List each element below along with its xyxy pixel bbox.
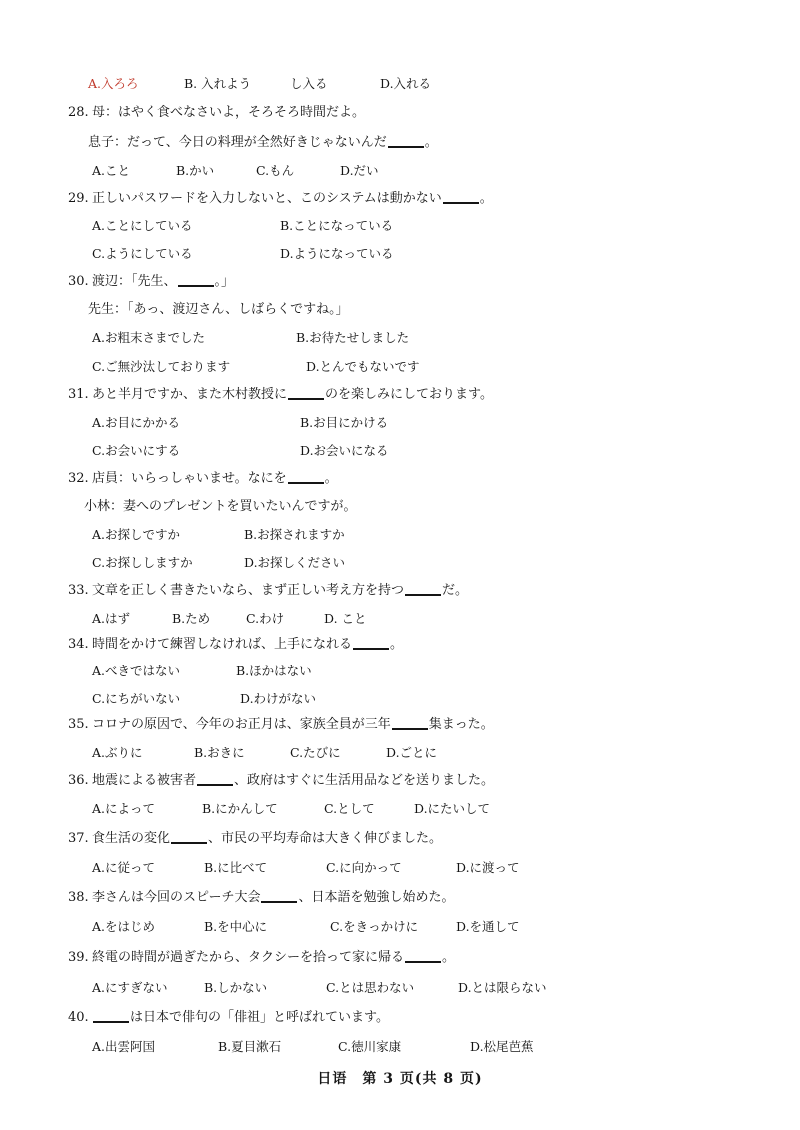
q27-options — [0, 72, 800, 96]
option-d: D.入れる — [380, 76, 432, 91]
question-40 — [0, 1006, 800, 1030]
question-33 — [0, 579, 800, 603]
question-28 — [0, 101, 800, 125]
option-c: C.わけ — [246, 611, 285, 626]
option-b: B.ほかはない — [236, 663, 312, 678]
question-text: 渡辺：「先生、 。」 — [92, 274, 235, 289]
question-text: 正しいパスワードを入力しないと、このシステムは動かない 。 — [92, 191, 493, 206]
option-d: D.お探しください — [244, 555, 346, 570]
option-a: A.出雲阿国 — [92, 1039, 156, 1054]
option-b: B.お目にかける — [300, 415, 389, 430]
option-b: B.ことになっている — [280, 218, 394, 233]
option-b: B.かい — [176, 163, 215, 178]
option-b: B.にかんして — [202, 801, 278, 816]
option-c: し入る — [290, 76, 328, 91]
answer-blank[interactable] — [388, 146, 424, 148]
option-a: A.にすぎない — [92, 980, 168, 995]
question-text: 終電の時間が過ぎたから、タクシーを拾って家に帰る 。 — [92, 950, 456, 965]
option-a: A.はず — [92, 611, 131, 626]
option-c: C.たびに — [290, 745, 341, 760]
question-text: 文章を正しく書きたいなら、まず正しい考え方を持つ だ。 — [92, 583, 469, 598]
option-d: D.わけがない — [240, 691, 317, 706]
option-c: C.お探ししますか — [92, 555, 193, 570]
question-text: は日本で俳句の「俳祖」と呼ばれています。 — [92, 1006, 389, 1030]
question-39 — [0, 946, 800, 970]
question-30 — [0, 270, 800, 294]
q37-options — [0, 856, 800, 880]
question-31 — [0, 383, 800, 407]
q29-options-row1 — [0, 214, 800, 238]
option-c: C.ご無沙汰しております — [92, 359, 231, 374]
option-b: B.しかない — [204, 980, 268, 995]
question-38 — [0, 886, 800, 910]
answer-blank[interactable] — [93, 1021, 129, 1023]
question-number: 33. — [68, 583, 89, 598]
option-a: A.お目にかかる — [92, 415, 181, 430]
option-d: D.とは限らない — [458, 980, 547, 995]
option-d: D.とんでもないです — [306, 359, 420, 374]
q31-options-row1 — [0, 411, 800, 435]
option-d: D.を通して — [456, 919, 520, 934]
question-number: 36. — [68, 773, 89, 788]
option-b: B.おきに — [194, 745, 245, 760]
question-text: コロナの原因で、今年のお正月は、家族全員が三年 集まった。 — [92, 717, 494, 732]
question-32-line2 — [0, 495, 800, 519]
option-b: B.お探されますか — [244, 527, 345, 542]
q31-options-row2 — [0, 439, 800, 463]
question-text: 小林：妻へのプレゼントを買いたいんですが。 — [84, 499, 357, 514]
question-35 — [0, 713, 800, 737]
option-b: B.夏目漱石 — [218, 1039, 282, 1054]
answer-blank[interactable] — [171, 842, 207, 844]
question-text: 息子：だって、今日の料理が全然好きじゃないんだ 。 — [88, 135, 438, 150]
option-d: D.にたいして — [414, 801, 491, 816]
option-d: D.ごとに — [386, 745, 438, 760]
option-c: C.ようにしている — [92, 246, 193, 261]
answer-blank[interactable] — [261, 901, 297, 903]
option-a: A.入ろろ — [88, 76, 139, 91]
option-d: D.ようになっている — [280, 246, 394, 261]
question-text: 地震による被害者 、政府はすぐに生活用品などを送りました。 — [92, 773, 495, 788]
option-b: B.お待たせしました — [296, 330, 410, 345]
q39-options — [0, 976, 800, 1000]
question-number: 32. — [68, 471, 89, 486]
question-text: 母：はやく食べなさいよ，そろそろ時間だよ。 — [92, 105, 366, 120]
option-c: C.とは思わない — [326, 980, 415, 995]
q32-options-row1 — [0, 523, 800, 547]
question-text: 時間をかけて練習しなければ、上手になれる 。 — [92, 637, 404, 652]
answer-blank[interactable] — [392, 728, 428, 730]
option-b: B.を中心に — [204, 919, 268, 934]
option-d: D.に渡って — [456, 860, 520, 875]
option-c: C.をきっかけに — [330, 919, 419, 934]
question-37 — [0, 827, 800, 851]
question-text: 先生：「あっ、渡辺さん、しばらくですね。」 — [88, 302, 349, 317]
q30-options-row2 — [0, 355, 800, 379]
question-number: 34. — [68, 637, 89, 652]
question-29 — [0, 187, 800, 211]
q28-options — [0, 159, 800, 183]
q30-options-row1 — [0, 326, 800, 350]
question-number: 37. — [68, 831, 89, 846]
option-b: B. 入れよう — [184, 76, 252, 91]
option-a: A.こと — [92, 163, 131, 178]
q35-options — [0, 741, 800, 765]
answer-blank[interactable] — [405, 961, 441, 963]
option-b: B.ため — [172, 611, 211, 626]
question-number: 35. — [68, 717, 89, 732]
answer-blank[interactable] — [288, 398, 324, 400]
option-d: D.お会いになる — [300, 443, 389, 458]
question-34 — [0, 633, 800, 657]
answer-blank[interactable] — [178, 285, 214, 287]
option-b: B.に比べて — [204, 860, 268, 875]
question-number: 39. — [68, 950, 89, 965]
option-d: D.だい — [340, 163, 379, 178]
answer-blank[interactable] — [288, 482, 324, 484]
option-a: A.お粗末さまでした — [92, 330, 206, 345]
question-number: 28. — [68, 105, 89, 120]
page-footer: 日语 第 3 页(共 8 页) — [317, 1071, 483, 1087]
question-30-line2 — [0, 298, 800, 322]
q34-options-row1 — [0, 659, 800, 683]
answer-blank[interactable] — [405, 594, 441, 596]
question-28-line2 — [0, 131, 800, 155]
option-a: A.によって — [92, 801, 156, 816]
answer-blank[interactable] — [353, 648, 389, 650]
question-text: 店員：いらっしゃいませ。なにを 。 — [92, 471, 338, 486]
option-a: A.ぶりに — [92, 745, 143, 760]
question-number: 30. — [68, 274, 89, 289]
question-32 — [0, 467, 800, 491]
question-number: 29. — [68, 191, 89, 206]
option-d: D. こと — [324, 611, 367, 626]
question-36 — [0, 769, 800, 793]
question-number: 38. — [68, 890, 89, 905]
option-d: D.松尾芭蕉 — [470, 1039, 534, 1054]
option-c: C.にちがいない — [92, 691, 181, 706]
question-number: 40. — [68, 1010, 89, 1025]
question-text: あと半月ですか、また木村教授に のを楽しみにしております。 — [92, 387, 493, 402]
answer-blank[interactable] — [443, 202, 479, 204]
q29-options-row2 — [0, 242, 800, 266]
q34-options-row2 — [0, 687, 800, 711]
q38-options — [0, 915, 800, 939]
answer-blank[interactable] — [197, 784, 233, 786]
option-a: A.お探しですか — [92, 527, 181, 542]
q33-options — [0, 607, 800, 631]
question-number: 31. — [68, 387, 89, 402]
option-a: A.べきではない — [92, 663, 181, 678]
q36-options — [0, 797, 800, 821]
question-text: 李さんは今回のスピーチ大会 、日本語を勉強し始めた。 — [92, 890, 455, 905]
option-a: A.ことにしている — [92, 218, 193, 233]
option-c: C.もん — [256, 163, 295, 178]
option-c: C.お会いにする — [92, 443, 181, 458]
option-c: C.に向かって — [326, 860, 402, 875]
option-c: C.徳川家康 — [338, 1039, 402, 1054]
question-text: 食生活の変化 、市民の平均寿命は大きく伸びました。 — [92, 831, 443, 846]
option-c: C.として — [324, 801, 375, 816]
option-a: A.をはじめ — [92, 919, 156, 934]
q32-options-row2 — [0, 551, 800, 575]
option-a: A.に従って — [92, 860, 156, 875]
q40-options — [0, 1035, 800, 1059]
